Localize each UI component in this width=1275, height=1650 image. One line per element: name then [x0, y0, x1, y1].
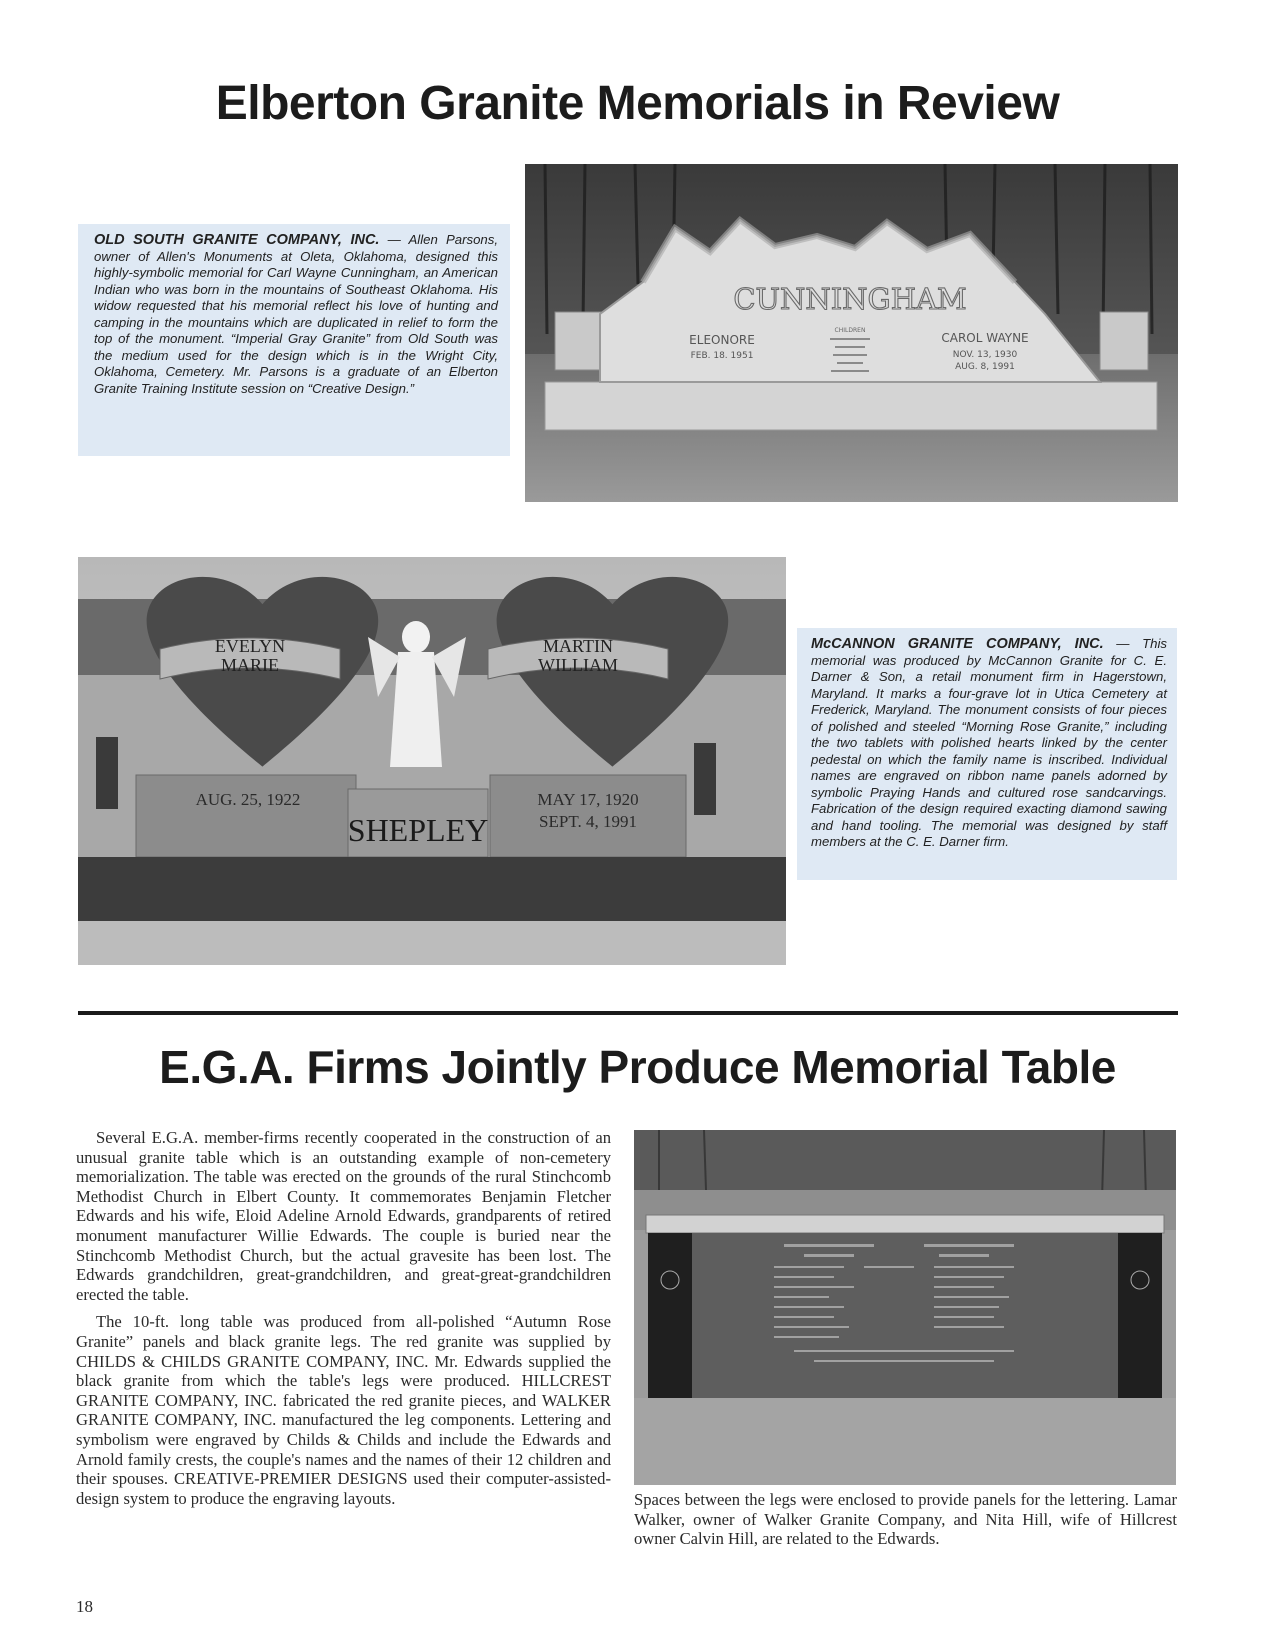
ribbon-left-line1: EVELYN [214, 636, 286, 656]
article-paragraph: The 10-ft. long table was produced from all-polished “Autumn Rose Granite” panels and black granite legs. The red granite was supplied by CHILDS & CHILDS GRANITE COMPANY, INC. Mr. Edwards supplied the black granite from which the table's legs were produced. HILLCREST GRANITE COMPANY, INC. fabricated the red granite pieces, and WALKER GRANITE COMPANY, INC. manufactured the leg components. Lettering and symbolism were engraved by Childs & Childs and include the Edwards and Arnold family crests, the couple's names and the names of their 12 children and their spouses. CREATIVE-PREMIER DESIGNS used their computer-assisted-design system to produce the engraving layouts. [76, 1312, 611, 1508]
right-date-death: SEPT. 4, 1991 [539, 812, 637, 831]
ribbon-right-line2: WILLIAM [538, 655, 618, 675]
article-paragraph: Several E.G.A. member-firms recently cooperated in the construction of an unusual granite table which is an outstanding example of non-cemetery memorialization. The table was erected on the grounds of the rural Stinchcomb Methodist Church in Elbert County. It commemorates Benjamin Fletcher Edwards and his wife, Eloid Adeline Arnold Edwards, grandparents of retired monument manufacturer Willie Edwards. The couple is buried near the Stinchcomb Methodist Church, but the actual gravesite has been lost. The Edwards grandchildren, great-grandchildren, and great-great-grandchildren erected the table. [76, 1128, 611, 1304]
caption-company-name: OLD SOUTH GRANITE COMPANY, INC. [94, 232, 380, 248]
right-date-death: AUG. 8, 1991 [955, 362, 1015, 372]
section-title: E.G.A. Firms Jointly Produce Memorial Table [159, 1041, 1116, 1093]
article-column-right [634, 1490, 1177, 1549]
family-name-shepley: SHEPLEY [347, 812, 489, 848]
left-date: FEB. 18. 1951 [690, 351, 754, 361]
shepley-monument-photo [78, 557, 786, 965]
right-date-birth: MAY 17, 1920 [537, 790, 639, 809]
right-date-birth: NOV. 13, 1930 [952, 350, 1018, 360]
cunningham-monument-photo [525, 164, 1178, 502]
children-label: CHILDREN [834, 327, 866, 334]
article-column-left [76, 1128, 611, 1508]
caption-old-south [78, 224, 510, 456]
left-name: ELEONORE [689, 333, 755, 347]
ribbon-left-line2: MARIE [221, 655, 279, 675]
right-name: CAROL WAYNE [941, 331, 1029, 345]
caption-mccannon [797, 628, 1177, 880]
left-date: AUG. 25, 1922 [195, 790, 301, 809]
section-divider [78, 1011, 1178, 1015]
caption-text: — Allen Parsons, owner of Allen's Monuments at Oleta, Oklahoma, designed this highly-symbolic memorial for Carl Wayne Cunningham, an American Indian who was born in the mountains of Southeast Oklahoma. His widow requested that his memorial reflect his love of hunting and camping in the mountains which are duplicated in relief to form the top of the monument. “Imperial Gray Granite” from Old South was the medium used for the design which is in the Wright City, Oklahoma, Cemetery. Mr. Parsons is a graduate of an Elberton Granite Training Institute session on “Creative Design.” [94, 232, 498, 396]
article-paragraph: Spaces between the legs were enclosed to provide panels for the lettering. Lamar Walker, owner of Walker Granite Company, and Nita Hill, wife of Hillcrest owner Calvin Hill, are related to the Edwards. [634, 1490, 1177, 1549]
page-title: Elberton Granite Memorials in Review [215, 77, 1060, 130]
family-name-cunningham: CUNNINGHAM [733, 282, 967, 316]
memorial-table-photo [634, 1130, 1176, 1485]
ribbon-right-line1: MARTIN [543, 636, 613, 656]
caption-text: — This memorial was produced by McCannon Granite for C. E. Darner & Son, a retail monument firm in Hagerstown, Maryland. It marks a four-grave lot in Utica Cemetery at Frederick, Maryland. The monument consists of four pieces of polished and steeled “Morning Rose Granite,” including the two tablets with polished hearts linked by the center pedestal on which the family name is inscribed. Individual names are engraved on ribbon name panels adorned by symbolic Praying Hands and cultured rose sandcarvings. Fabrication of the design required exacting diamond sawing and hand tooling. The memorial was designed by staff members at the C. E. Darner firm. [811, 636, 1167, 849]
caption-company-name: McCANNON GRANITE COMPANY, INC. [811, 636, 1104, 652]
page-number: 18 [76, 1597, 93, 1616]
